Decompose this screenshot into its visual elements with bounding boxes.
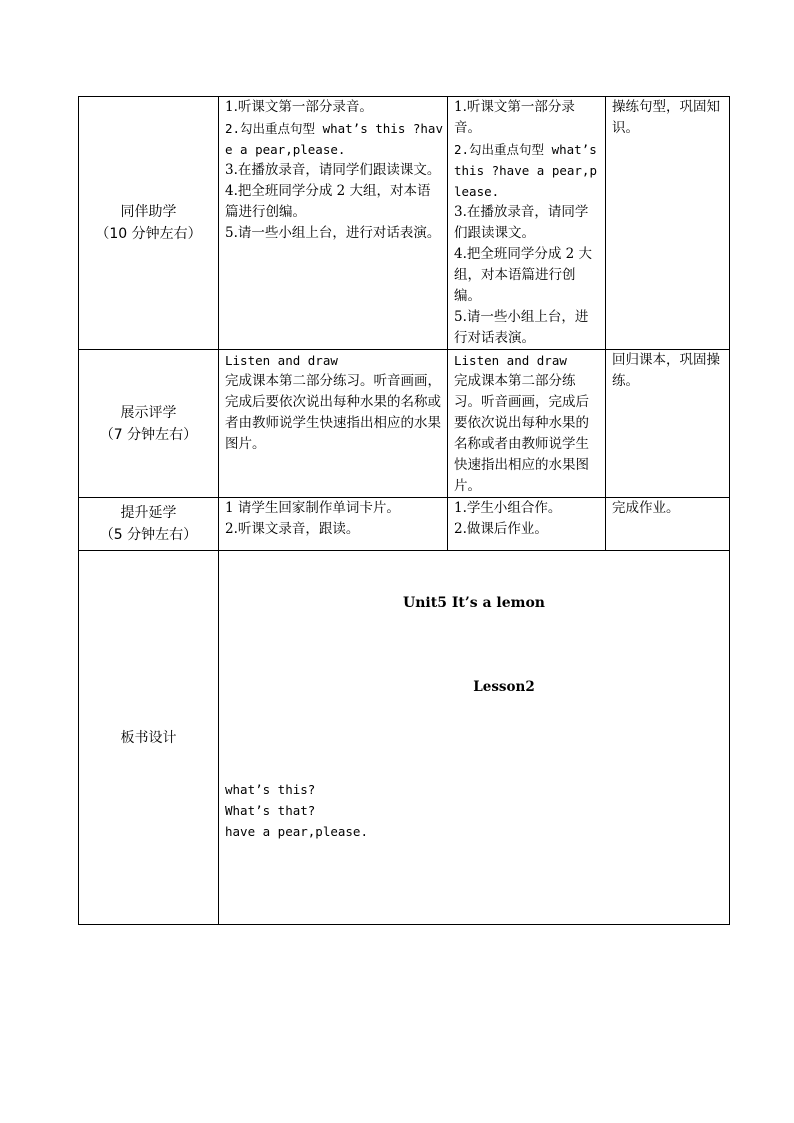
stage-name: 展示评学 — [120, 404, 177, 421]
board-label: 板书设计 — [120, 729, 177, 746]
table-row — [79, 350, 730, 498]
table-row — [79, 498, 730, 551]
purpose-cell — [606, 498, 730, 551]
activity-line: 4.把全班同学分成 2 大组，对本语篇进行创编。 — [454, 246, 593, 304]
stage-name: 同伴助学 — [120, 204, 177, 220]
stage-cell — [79, 97, 219, 350]
purpose-text: 回归课本，巩固操练。 — [612, 352, 720, 389]
activity-line: 1.听课文第一部分录音。 — [454, 99, 575, 136]
board-line: have a pear,please. — [225, 824, 368, 839]
stage-time: （7 分钟左右） — [99, 426, 198, 443]
board-content-cell — [219, 551, 730, 925]
activity-line: 3.在播放录音，请同学们跟读课文。 — [454, 204, 589, 241]
activity-line: 2.勾出重点句型 what’s this ?have a pear,please. — [454, 142, 597, 199]
purpose-text: 操练句型，巩固知识。 — [612, 99, 720, 136]
activity-line: 完成课本第二部分练习。听音画画，完成后要依次说出每种水果的名称或者由教师说学生快速指出相应的水果图片。 — [225, 373, 441, 452]
activity-line: 1 请学生回家制作单词卡片。 — [225, 500, 400, 516]
board-subtitle: Lesson2 — [473, 679, 535, 695]
activity-line: 4.把全班同学分成 2 大组，对本语篇进行创编。 — [225, 183, 431, 220]
activity-line: 1.学生小组合作。 — [454, 500, 562, 516]
stage-cell — [79, 350, 219, 498]
student-activity-cell — [448, 350, 606, 498]
stage-name: 提升延学 — [120, 505, 177, 521]
activity-line: 2.听课文录音，跟读。 — [225, 521, 360, 537]
activity-line: 3.在播放录音，请同学们跟读课文。 — [225, 162, 441, 178]
activity-line: 1.听课文第一部分录音。 — [225, 99, 373, 115]
lesson-plan-table — [78, 96, 730, 925]
stage-time: （10 分钟左右） — [95, 226, 202, 242]
activity-line: 2.勾出重点句型 what’s this ?have a pear,please. — [225, 121, 443, 157]
activity-line: 5.请一些小组上台，进行对话表演。 — [454, 309, 589, 346]
board-sentences — [225, 779, 368, 842]
table-row — [79, 551, 730, 925]
board-label-cell — [79, 551, 219, 925]
table-row — [79, 97, 730, 350]
purpose-cell — [606, 350, 730, 498]
student-activity-cell — [448, 97, 606, 350]
purpose-text: 完成作业。 — [612, 500, 680, 516]
teacher-activity-cell — [219, 97, 448, 350]
teacher-activity-cell — [219, 350, 448, 498]
board-title: Unit5 It’s a lemon — [403, 595, 545, 611]
purpose-cell — [606, 97, 730, 350]
stage-time: （5 分钟左右） — [99, 527, 198, 543]
activity-line: 2.做课后作业。 — [454, 521, 548, 537]
activity-line: Listen and draw — [454, 353, 567, 368]
student-activity-cell — [448, 498, 606, 551]
activity-line: Listen and draw — [225, 353, 338, 368]
board-line: What’s that? — [225, 803, 316, 818]
board-line: what’s this? — [225, 782, 316, 797]
activity-line: 完成课本第二部分练习。听音画画，完成后要依次说出每种水果的名称或者由教师说学生快速指出相应的水果图片。 — [454, 373, 589, 494]
teacher-activity-cell — [219, 498, 448, 551]
stage-cell — [79, 498, 219, 551]
activity-line: 5.请一些小组上台，进行对话表演。 — [225, 225, 441, 241]
